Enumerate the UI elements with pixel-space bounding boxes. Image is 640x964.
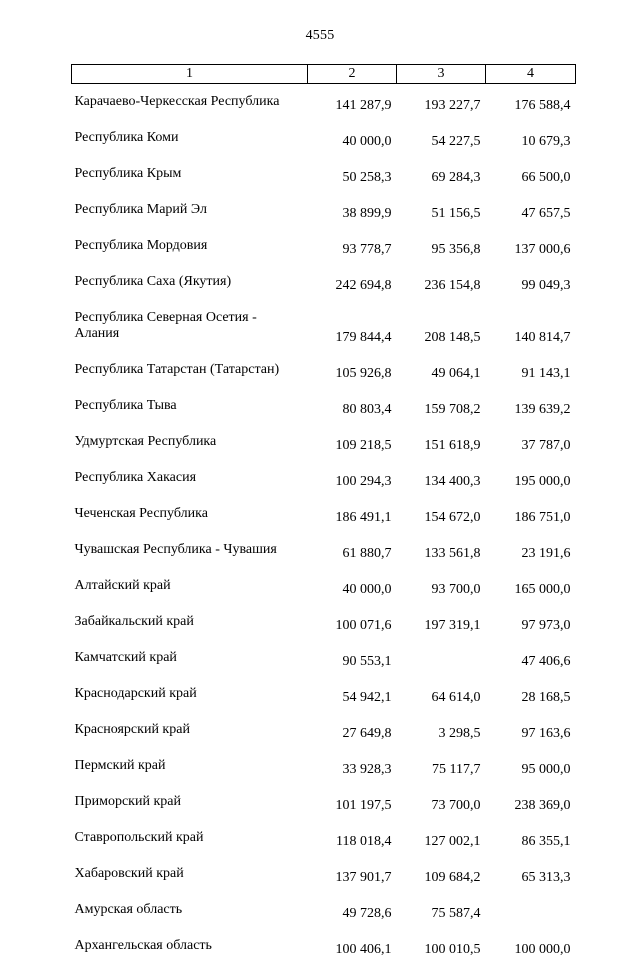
value-col-4: 99 049,3 [486,264,576,300]
column-header-3: 3 [397,65,486,84]
value-col-2: 100 294,3 [308,460,397,496]
value-col-2: 93 778,7 [308,228,397,264]
value-col-2: 38 899,9 [308,192,397,228]
value-col-2: 80 803,4 [308,388,397,424]
value-col-4: 238 369,0 [486,784,576,820]
table-row [72,460,576,496]
value-col-3 [397,640,486,676]
value-col-4: 186 751,0 [486,496,576,532]
region-name: Чеченская Республика [72,496,308,532]
value-col-3: 73 700,0 [397,784,486,820]
value-col-3: 109 684,2 [397,856,486,892]
table-row [72,300,576,352]
region-name: Краснодарский край [72,676,308,712]
value-col-2: 141 287,9 [308,84,397,121]
region-name: Ставропольский край [72,820,308,856]
table-row [72,84,576,121]
region-name: Приморский край [72,784,308,820]
value-col-4: 86 355,1 [486,820,576,856]
value-col-3: 208 148,5 [397,300,486,352]
value-col-3: 64 614,0 [397,676,486,712]
value-col-4: 97 163,6 [486,712,576,748]
column-header-2: 2 [308,65,397,84]
table-row [72,120,576,156]
value-col-2: 109 218,5 [308,424,397,460]
region-name: Республика Марий Эл [72,192,308,228]
value-col-2: 186 491,1 [308,496,397,532]
region-name: Пермский край [72,748,308,784]
value-col-4: 100 000,0 [486,928,576,964]
table-row [72,192,576,228]
region-name: Республика Саха (Якутия) [72,264,308,300]
value-col-4: 28 168,5 [486,676,576,712]
value-col-2: 27 649,8 [308,712,397,748]
value-col-3: 95 356,8 [397,228,486,264]
value-col-4: 165 000,0 [486,568,576,604]
region-name: Республика Хакасия [72,460,308,496]
region-name: Карачаево-Черкесская Республика [72,84,308,121]
value-col-3: 193 227,7 [397,84,486,121]
region-name: Красноярский край [72,712,308,748]
value-col-2: 90 553,1 [308,640,397,676]
value-col-4: 91 143,1 [486,352,576,388]
region-name: Республика Тыва [72,388,308,424]
value-col-2: 101 197,5 [308,784,397,820]
table-row [72,388,576,424]
value-col-3: 197 319,1 [397,604,486,640]
table-row [72,784,576,820]
table-row [72,748,576,784]
value-col-3: 93 700,0 [397,568,486,604]
region-name: Республика Крым [72,156,308,192]
value-col-4: 195 000,0 [486,460,576,496]
table-row [72,604,576,640]
region-name: Республика Мордовия [72,228,308,264]
value-col-4: 47 657,5 [486,192,576,228]
value-col-4: 95 000,0 [486,748,576,784]
region-name: Архангельская область [72,928,308,964]
value-col-4: 10 679,3 [486,120,576,156]
value-col-3: 75 117,7 [397,748,486,784]
table-row [72,928,576,964]
table-row [72,424,576,460]
value-col-3: 69 284,3 [397,156,486,192]
value-col-2: 54 942,1 [308,676,397,712]
value-col-2: 100 071,6 [308,604,397,640]
table-row [72,640,576,676]
value-col-3: 159 708,2 [397,388,486,424]
table-row [72,156,576,192]
value-col-2: 179 844,4 [308,300,397,352]
region-name: Республика Коми [72,120,308,156]
region-name: Алтайский край [72,568,308,604]
value-col-3: 127 002,1 [397,820,486,856]
value-col-2: 105 926,8 [308,352,397,388]
value-col-3: 151 618,9 [397,424,486,460]
value-col-3: 54 227,5 [397,120,486,156]
region-name: Республика Северная Осетия - Алания [72,300,308,352]
header-row [72,65,576,84]
table-row [72,712,576,748]
value-col-4: 65 313,3 [486,856,576,892]
region-name: Чувашская Республика - Чувашия [72,532,308,568]
table-row [72,676,576,712]
value-col-2: 100 406,1 [308,928,397,964]
value-col-4: 137 000,6 [486,228,576,264]
table-row [72,496,576,532]
page-number: 4555 [0,28,640,44]
value-col-2: 137 901,7 [308,856,397,892]
value-col-4: 37 787,0 [486,424,576,460]
region-name: Республика Татарстан (Татарстан) [72,352,308,388]
value-col-2: 40 000,0 [308,568,397,604]
value-col-4: 23 191,6 [486,532,576,568]
value-col-3: 49 064,1 [397,352,486,388]
value-col-3: 51 156,5 [397,192,486,228]
region-name: Забайкальский край [72,604,308,640]
region-name: Хабаровский край [72,856,308,892]
value-col-4: 140 814,7 [486,300,576,352]
table-header [72,65,576,84]
table-body [72,84,576,964]
value-col-2: 49 728,6 [308,892,397,928]
table-row [72,820,576,856]
table-row [72,856,576,892]
value-col-3: 100 010,5 [397,928,486,964]
value-col-4: 47 406,6 [486,640,576,676]
value-col-4: 97 973,0 [486,604,576,640]
value-col-3: 133 561,8 [397,532,486,568]
value-col-4: 176 588,4 [486,84,576,121]
value-col-4 [486,892,576,928]
region-name: Амурская область [72,892,308,928]
table-row [72,532,576,568]
table-row [72,568,576,604]
value-col-2: 61 880,7 [308,532,397,568]
table-row [72,352,576,388]
value-col-2: 40 000,0 [308,120,397,156]
value-col-4: 139 639,2 [486,388,576,424]
value-col-2: 118 018,4 [308,820,397,856]
value-col-2: 33 928,3 [308,748,397,784]
column-header-4: 4 [486,65,576,84]
column-header-1: 1 [72,65,308,84]
value-col-3: 75 587,4 [397,892,486,928]
value-col-2: 242 694,8 [308,264,397,300]
allocation-table [71,64,576,964]
value-col-3: 134 400,3 [397,460,486,496]
table-row [72,228,576,264]
table-row [72,264,576,300]
region-name: Удмуртская Республика [72,424,308,460]
region-name: Камчатский край [72,640,308,676]
table-row [72,892,576,928]
value-col-4: 66 500,0 [486,156,576,192]
value-col-3: 3 298,5 [397,712,486,748]
value-col-2: 50 258,3 [308,156,397,192]
value-col-3: 154 672,0 [397,496,486,532]
value-col-3: 236 154,8 [397,264,486,300]
